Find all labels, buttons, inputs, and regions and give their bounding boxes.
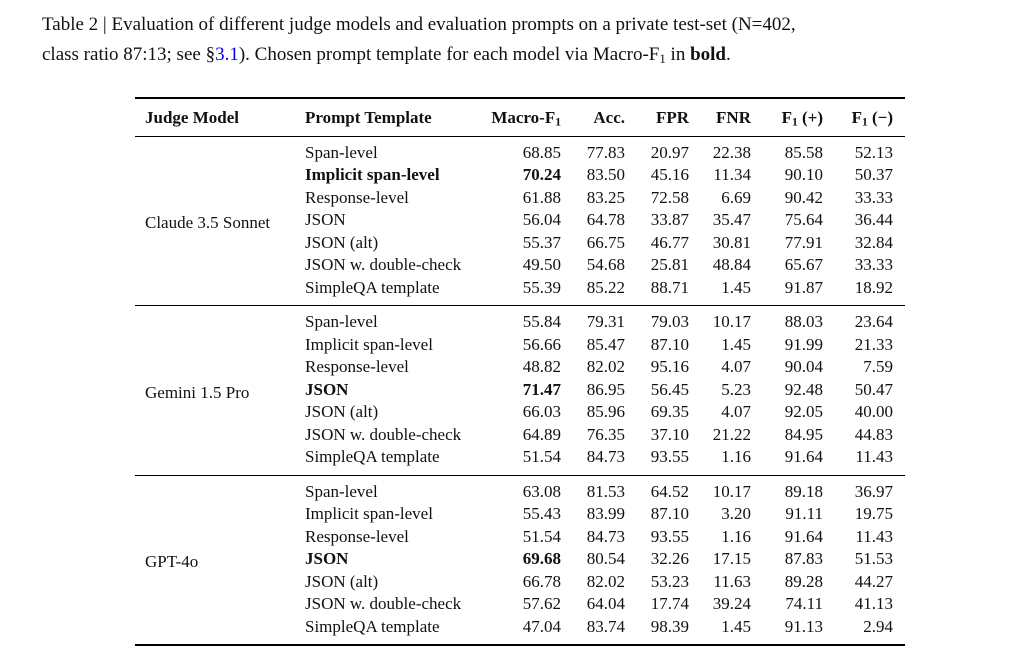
metric-value-cell: 48.84 bbox=[712, 255, 751, 274]
caption-text: ). Chosen prompt template for each model via Macro-F bbox=[238, 44, 660, 65]
metric-value-cell: 57.62 bbox=[522, 594, 561, 613]
metric-value-cell: 79.31 bbox=[586, 312, 625, 331]
metric-value-cell: 88.71 bbox=[650, 277, 689, 297]
metric-value-cell: 40.00 bbox=[854, 402, 893, 421]
col-header-f1-positive: $F_1$ (+) bbox=[781, 108, 823, 129]
metric-value-cell: 21.22 bbox=[712, 424, 751, 444]
metric-value-cell: 56.04 bbox=[522, 210, 561, 229]
metric-value-cell: 41.13 bbox=[854, 594, 893, 613]
caption-text: . bbox=[726, 44, 731, 65]
metric-value-cell: 2.94 bbox=[863, 616, 893, 636]
metric-value-cell: 85.58 bbox=[784, 142, 823, 162]
metric-value-cell: 87.10 bbox=[650, 334, 689, 354]
metric-value-cell: 53.23 bbox=[650, 571, 689, 591]
metric-value-cell: 7.59 bbox=[863, 357, 893, 376]
metric-value-cell: 1.45 bbox=[721, 616, 751, 636]
metric-value-cell: 92.48 bbox=[784, 379, 823, 399]
metric-value-cell: 17.74 bbox=[650, 594, 689, 613]
prompt-template-cell: JSON bbox=[305, 549, 349, 568]
metric-value-cell: 83.50 bbox=[586, 165, 625, 184]
metric-value-cell: 75.64 bbox=[784, 210, 823, 229]
metric-value-cell: 4.07 bbox=[721, 402, 751, 421]
metric-value-cell: 6.69 bbox=[721, 187, 751, 207]
metric-value-cell: 87.83 bbox=[784, 549, 823, 568]
metric-value-cell: 70.24 bbox=[522, 165, 561, 184]
prompt-template-cell: JSON (alt) bbox=[305, 402, 379, 421]
judge-model-cell: GPT-4o bbox=[145, 552, 199, 571]
metric-value-cell: 90.42 bbox=[784, 187, 823, 207]
metric-value-cell: 22.38 bbox=[712, 142, 751, 162]
metric-value-cell: 19.75 bbox=[854, 504, 893, 523]
prompt-template-cell: JSON bbox=[305, 210, 346, 229]
judge-model-cell: Gemini 1.5 Pro bbox=[145, 382, 250, 402]
metric-value-cell: 45.16 bbox=[650, 165, 689, 184]
caption-line-2 bbox=[42, 44, 731, 65]
metric-value-cell: 1.45 bbox=[721, 334, 751, 354]
metric-value-cell: 30.81 bbox=[712, 232, 751, 252]
metric-value-cell: 55.37 bbox=[522, 232, 561, 252]
metric-value-cell: 11.34 bbox=[713, 165, 751, 184]
metric-value-cell: 85.22 bbox=[586, 277, 625, 297]
prompt-template-cell: Span-level bbox=[305, 142, 378, 162]
metric-value-cell: 3.20 bbox=[721, 504, 751, 523]
model-group bbox=[135, 136, 905, 306]
metric-value-cell: 91.11 bbox=[785, 504, 823, 523]
results-table bbox=[135, 97, 905, 646]
metric-value-cell: 66.03 bbox=[522, 402, 561, 421]
metric-value-cell: 74.11 bbox=[785, 594, 823, 613]
prompt-template-cell: Span-level bbox=[305, 312, 378, 331]
table-row bbox=[135, 136, 905, 164]
metric-value-cell: 17.15 bbox=[712, 549, 751, 568]
prompt-template-cell: SimpleQA template bbox=[305, 277, 440, 297]
metric-value-cell: 51.53 bbox=[854, 549, 893, 568]
metric-value-cell: 86.95 bbox=[586, 379, 625, 399]
metric-value-cell: 52.13 bbox=[854, 142, 893, 162]
metric-value-cell: 68.85 bbox=[522, 142, 561, 162]
prompt-template-cell: SimpleQA template bbox=[305, 447, 440, 466]
metric-value-cell: 98.39 bbox=[650, 616, 689, 636]
metric-value-cell: 18.92 bbox=[854, 277, 893, 297]
table-caption bbox=[42, 10, 1002, 70]
metric-value-cell: 1.16 bbox=[721, 526, 751, 546]
metric-value-cell: 84.73 bbox=[586, 447, 625, 466]
metric-value-cell: 50.37 bbox=[854, 165, 893, 184]
metric-value-cell: 82.02 bbox=[586, 357, 625, 376]
metric-value-cell: 91.99 bbox=[784, 334, 823, 354]
metric-value-cell: 33.87 bbox=[650, 210, 689, 229]
metric-value-cell: 91.64 bbox=[784, 526, 823, 546]
metric-value-cell: 33.33 bbox=[854, 187, 893, 207]
metric-value-cell: 83.74 bbox=[586, 616, 625, 636]
metric-value-cell: 92.05 bbox=[784, 402, 823, 421]
metric-value-cell: 44.27 bbox=[854, 571, 893, 591]
metric-value-cell: 90.10 bbox=[784, 165, 823, 184]
metric-value-cell: 10.17 bbox=[712, 312, 751, 331]
caption-text: class ratio 87:13; see § bbox=[42, 44, 216, 65]
metric-value-cell: 20.97 bbox=[650, 142, 689, 162]
metric-value-cell: 85.47 bbox=[586, 334, 625, 354]
prompt-template-cell: JSON w. double-check bbox=[305, 255, 462, 274]
metric-value-cell: 83.25 bbox=[586, 187, 625, 207]
caption-text: in bbox=[665, 44, 691, 65]
table-row bbox=[135, 475, 905, 503]
metric-value-cell: 10.17 bbox=[712, 481, 751, 501]
metric-value-cell: 44.83 bbox=[854, 424, 893, 444]
col-header-macro-f1: Macro-$F_1$ bbox=[491, 108, 561, 129]
metric-value-cell: 69.68 bbox=[522, 549, 561, 568]
metric-value-cell: 51.54 bbox=[522, 447, 561, 466]
metric-value-cell: 56.45 bbox=[650, 379, 689, 399]
metric-value-cell: 23.64 bbox=[854, 312, 893, 331]
metric-value-cell: 72.58 bbox=[650, 187, 689, 207]
metric-value-cell: 89.28 bbox=[784, 571, 823, 591]
metric-value-cell: 64.52 bbox=[650, 481, 689, 501]
metric-value-cell: 83.99 bbox=[586, 504, 625, 523]
metric-value-cell: 50.47 bbox=[854, 379, 893, 399]
prompt-template-cell: SimpleQA template bbox=[305, 616, 440, 636]
metric-value-cell: 85.96 bbox=[586, 402, 625, 421]
metric-value-cell: 81.53 bbox=[586, 481, 625, 501]
metric-value-cell: 47.04 bbox=[522, 616, 561, 636]
metric-value-cell: 66.78 bbox=[522, 571, 561, 591]
metric-value-cell: 87.10 bbox=[650, 504, 689, 523]
prompt-template-cell: Implicit span-level bbox=[305, 504, 433, 523]
metric-value-cell: 80.54 bbox=[586, 549, 625, 568]
metric-value-cell: 32.26 bbox=[650, 549, 689, 568]
metric-value-cell: 77.91 bbox=[784, 232, 823, 252]
metric-value-cell: 69.35 bbox=[650, 402, 689, 421]
metric-value-cell: 4.07 bbox=[721, 357, 751, 376]
metric-value-cell: 77.83 bbox=[586, 142, 625, 162]
metric-value-cell: 64.89 bbox=[522, 424, 561, 444]
metric-value-cell: 5.23 bbox=[721, 379, 751, 399]
metric-value-cell: 88.03 bbox=[784, 312, 823, 331]
caption-subscript: 1 bbox=[659, 50, 666, 66]
metric-value-cell: 61.88 bbox=[522, 187, 561, 207]
metric-value-cell: 11.43 bbox=[855, 447, 893, 466]
metric-value-cell: 1.16 bbox=[721, 447, 751, 466]
col-header-fnr: FNR bbox=[716, 108, 751, 127]
metric-value-cell: 39.24 bbox=[712, 594, 751, 613]
metric-value-cell: 11.43 bbox=[855, 526, 893, 546]
prompt-template-cell: Response-level bbox=[305, 526, 409, 546]
col-header-judge-model: Judge Model bbox=[145, 108, 239, 127]
metric-value-cell: 65.67 bbox=[784, 255, 823, 274]
section-ref-link[interactable]: 3.1 bbox=[215, 44, 239, 65]
model-group bbox=[135, 306, 905, 476]
col-header-accuracy: Acc. bbox=[593, 108, 625, 127]
col-header-f1-negative: $F_1$ (−) bbox=[851, 108, 893, 129]
metric-value-cell: 51.54 bbox=[522, 526, 561, 546]
prompt-template-cell: JSON w. double-check bbox=[305, 594, 462, 613]
metric-value-cell: 21.33 bbox=[854, 334, 893, 354]
metric-value-cell: 93.55 bbox=[650, 447, 689, 466]
metric-value-cell: 35.47 bbox=[712, 210, 751, 229]
judge-model-cell: Claude 3.5 Sonnet bbox=[145, 213, 271, 232]
prompt-template-cell: JSON w. double-check bbox=[305, 424, 462, 444]
metric-value-cell: 48.82 bbox=[522, 357, 561, 376]
metric-value-cell: 32.84 bbox=[854, 232, 893, 252]
metric-value-cell: 84.95 bbox=[784, 424, 823, 444]
metric-value-cell: 36.97 bbox=[854, 481, 893, 501]
prompt-template-cell: Implicit span-level bbox=[305, 165, 440, 184]
metric-value-cell: 84.73 bbox=[586, 526, 625, 546]
metric-value-cell: 91.64 bbox=[784, 447, 823, 466]
prompt-template-cell: Response-level bbox=[305, 357, 409, 376]
metric-value-cell: 91.87 bbox=[784, 277, 823, 297]
metric-value-cell: 64.04 bbox=[586, 594, 625, 613]
metric-value-cell: 33.33 bbox=[854, 255, 893, 274]
caption-bold-word: bold bbox=[690, 44, 726, 65]
metric-value-cell: 91.13 bbox=[784, 616, 823, 636]
metric-value-cell: 63.08 bbox=[522, 481, 561, 501]
metric-value-cell: 49.50 bbox=[522, 255, 561, 274]
caption-text: Table 2 | Evaluation of different judge models and evaluation prompts on a private test-set (N=402, bbox=[42, 14, 796, 35]
metric-value-cell: 93.55 bbox=[650, 526, 689, 546]
metric-value-cell: 66.75 bbox=[586, 232, 625, 252]
metric-value-cell: 37.10 bbox=[650, 424, 689, 444]
prompt-template-cell: Span-level bbox=[305, 481, 378, 501]
metric-value-cell: 64.78 bbox=[586, 210, 625, 229]
table-row bbox=[135, 306, 905, 334]
metric-value-cell: 25.81 bbox=[650, 255, 689, 274]
metric-value-cell: 89.18 bbox=[784, 481, 823, 501]
metric-value-cell: 76.35 bbox=[586, 424, 625, 444]
caption-line-1 bbox=[42, 14, 796, 35]
prompt-template-cell: JSON (alt) bbox=[305, 232, 379, 252]
col-header-prompt-template: Prompt Template bbox=[305, 108, 432, 127]
metric-value-cell: 95.16 bbox=[650, 357, 689, 376]
metric-value-cell: 82.02 bbox=[586, 571, 625, 591]
prompt-template-cell: JSON (alt) bbox=[305, 571, 379, 591]
prompt-template-cell: JSON bbox=[305, 379, 349, 399]
metric-value-cell: 55.43 bbox=[522, 504, 561, 523]
metric-value-cell: 46.77 bbox=[650, 232, 689, 252]
metric-value-cell: 90.04 bbox=[784, 357, 823, 376]
metric-value-cell: 11.63 bbox=[713, 571, 751, 591]
metric-value-cell: 71.47 bbox=[522, 379, 561, 399]
model-group bbox=[135, 475, 905, 645]
metric-value-cell: 1.45 bbox=[721, 277, 751, 297]
metric-value-cell: 55.84 bbox=[522, 312, 561, 331]
metric-value-cell: 55.39 bbox=[522, 277, 561, 297]
metric-value-cell: 79.03 bbox=[650, 312, 689, 331]
col-header-fpr: FPR bbox=[655, 108, 689, 127]
metric-value-cell: 36.44 bbox=[854, 210, 893, 229]
prompt-template-cell: Implicit span-level bbox=[305, 334, 433, 354]
metric-value-cell: 54.68 bbox=[586, 255, 625, 274]
table-header-row bbox=[135, 98, 905, 136]
prompt-template-cell: Response-level bbox=[305, 187, 409, 207]
metric-value-cell: 56.66 bbox=[522, 334, 561, 354]
